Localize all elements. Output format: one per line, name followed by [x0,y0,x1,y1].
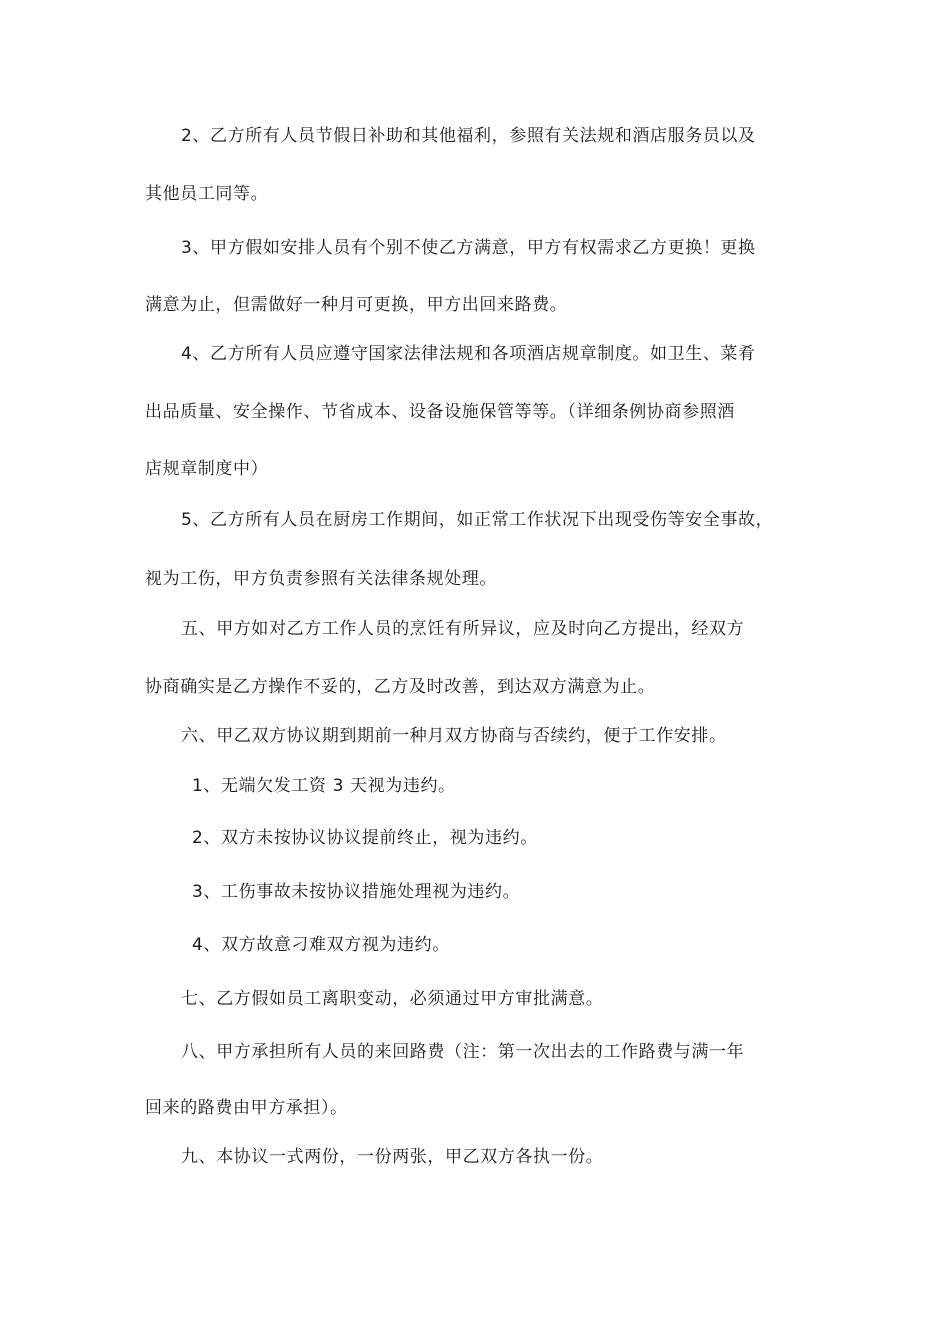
section-6-line-1: 六、甲乙双方协议期到期前一种月双方协商与否续约，便于工作安排。 [181,726,727,746]
section-7-line-1: 七、乙方假如员工离职变动，必须通过甲方审批满意。 [181,989,604,1009]
clause-3-line-1: 3、甲方假如安排人员有个别不使乙方满意，甲方有权需求乙方更换！更换 [181,238,756,258]
section-5-line-2: 协商确实是乙方操作不妥的，乙方及时改善，到达双方满意为止。 [145,677,656,697]
breach-item-3: 3、工伤事故未按协议措施处理视为违约。 [192,882,521,902]
section-8-line-1: 八、甲方承担所有人员的来回路费（注：第一次出去的工作路费与满一年 [181,1042,745,1062]
clause-2-line-1: 2、乙方所有人员节假日补助和其他福利，参照有关法规和酒店服务员以及 [181,126,756,146]
clause-5-line-1: 5、乙方所有人员在厨房工作期间，如正常工作状况下出现受伤等安全事故， [181,510,774,530]
breach-item-2: 2、双方未按协议协议提前终止，视为违约。 [192,828,538,848]
breach-item-1: 1、无端欠发工资 3 天视为违约。 [192,776,456,796]
clause-4-line-1: 4、乙方所有人员应遵守国家法律法规和各项酒店规章制度。如卫生、菜肴 [181,344,756,364]
clause-2-line-2: 其他员工同等。 [145,184,269,204]
section-9-line-1: 九、本协议一式两份，一份两张，甲乙双方各执一份。 [181,1147,604,1167]
clause-4-line-2: 出品质量、安全操作、节省成本、设备设施保管等等。（详细条例协商参照酒 [145,402,735,422]
section-8-line-2: 回来的路费由甲方承担）。 [145,1098,348,1118]
section-5-line-1: 五、甲方如对乙方工作人员的烹饪有所异议，应及时向乙方提出，经双方 [181,619,745,639]
clause-5-line-2: 视为工伤，甲方负责参照有关法律条规处理。 [145,569,497,589]
clause-4-line-3: 店规章制度中） [145,459,269,479]
breach-item-4: 4、双方故意刁难双方视为违约。 [192,935,450,955]
clause-3-line-2: 满意为止，但需做好一种月可更换，甲方出回来路费。 [145,295,568,315]
